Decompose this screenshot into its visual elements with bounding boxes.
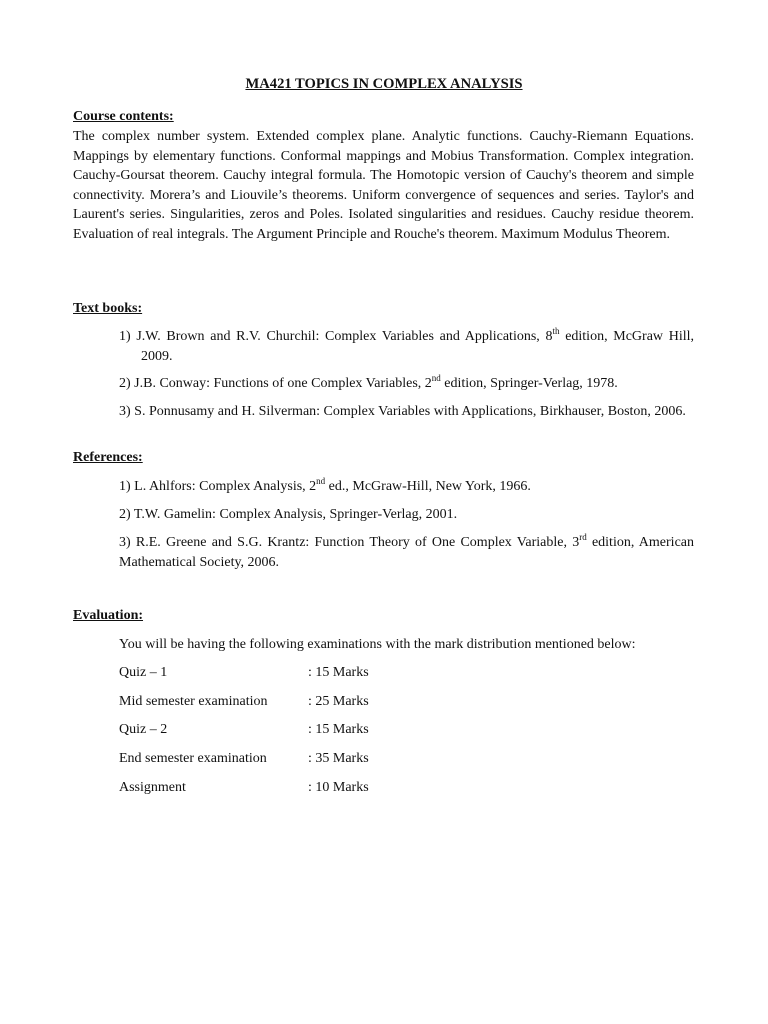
evaluation-label: Quiz – 1 (119, 665, 168, 680)
text-books-heading: Text books: (73, 301, 143, 316)
evaluation-label: Assignment (119, 780, 186, 795)
evaluation-marks: : 15 Marks (308, 665, 369, 680)
evaluation-label: Mid semester examination (119, 694, 268, 709)
evaluation-marks: : 10 Marks (308, 780, 369, 795)
evaluation-label: End semester examination (119, 751, 267, 766)
evaluation-marks: : 25 Marks (308, 694, 369, 709)
evaluation-intro: You will be having the following examinations with the mark distribution mentioned below: (119, 637, 636, 652)
text-book-item: 2) J.B. Conway: Functions of one Complex Variables, 2nd edition, Springer-Verlag, 1978. (119, 373, 618, 391)
reference-item: 3) R.E. Greene and S.G. Krantz: Function Theory of One Complex Variable, 3rd edition, American Mathematical Society, 2006. (119, 532, 695, 570)
course-contents-heading: Course contents: (73, 109, 174, 124)
references-heading: References: (73, 450, 143, 465)
reference-item: 2) T.W. Gamelin: Complex Analysis, Springer-Verlag, 2001. (119, 507, 458, 522)
evaluation-marks: : 15 Marks (308, 722, 369, 737)
course-contents-text: The complex number system. Extended complex plane. Analytic functions. Cauchy-Riemann Equations. Mappings by elementary functions. Conformal mappings and Mobius Transformation. Complex integration. Cauchy-Goursat theorem. Cauchy integral formula. The Homotopic version of Cauchy's theorem and simple connectivity. Morera’s and Liouvile’s theorems. Uniform convergence of sequences and series. Taylor's and Laurent's series. Singularities, zeros and Poles. Isolated singularities and residues. Cauchy residue theorem. Evaluation of real integrals. The Argument Principle and Rouche's theorem. Maximum Modulus Theorem. (73, 129, 694, 242)
text-book-item: 3) S. Ponnusamy and H. Silverman: Complex Variables with Applications, Birkhauser, Boston, 2006. (119, 404, 686, 419)
evaluation-marks: : 35 Marks (308, 751, 369, 766)
text-book-item: 1) J.W. Brown and R.V. Churchil: Complex Variables and Applications, 8th edition, McGraw Hill, 2009. (119, 326, 695, 364)
evaluation-label: Quiz – 2 (119, 722, 168, 737)
page-title: MA421 TOPICS IN COMPLEX ANALYSIS (245, 76, 523, 92)
reference-item: 1) L. Ahlfors: Complex Analysis, 2nd ed., McGraw-Hill, New York, 1966. (119, 476, 531, 494)
evaluation-heading: Evaluation: (73, 608, 144, 623)
